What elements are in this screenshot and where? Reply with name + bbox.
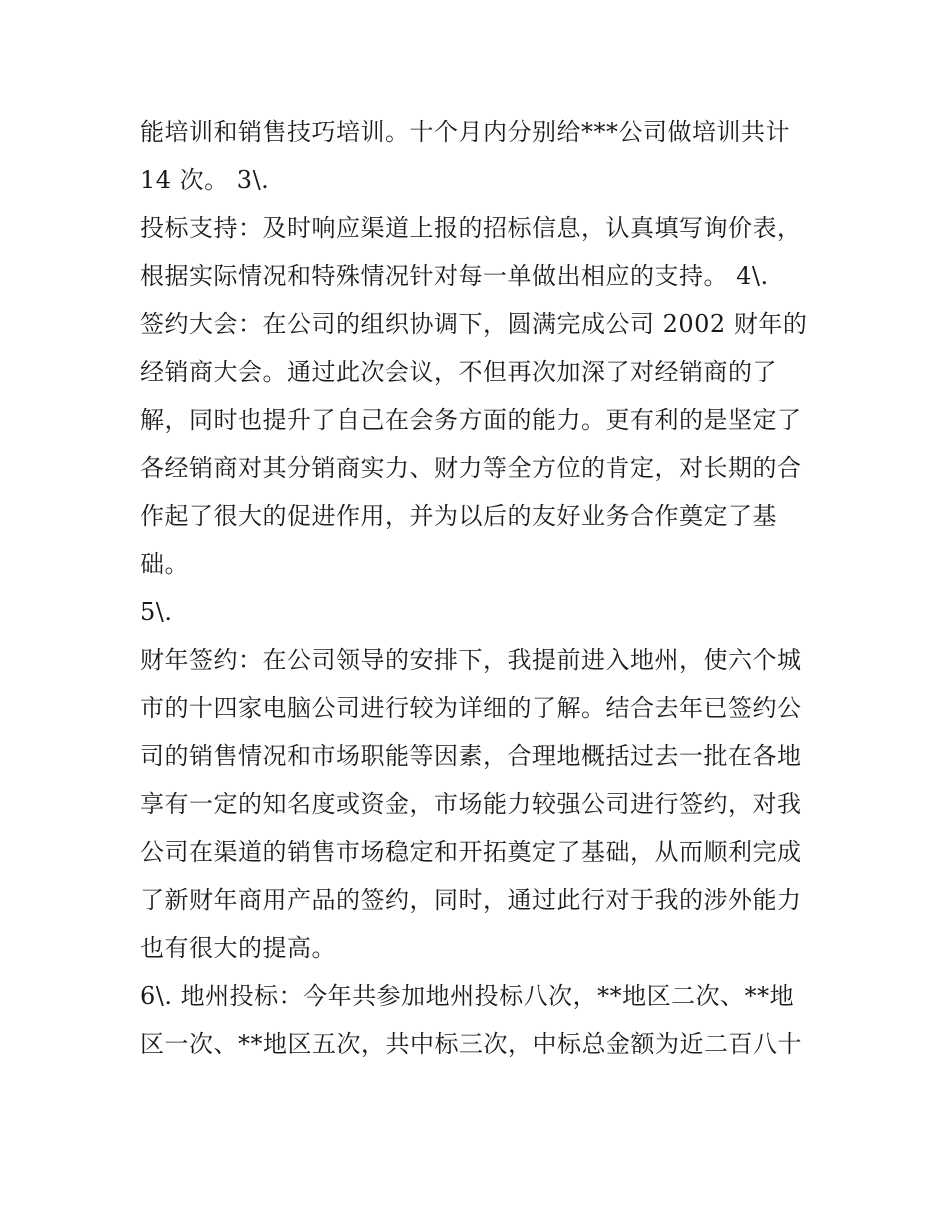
text-line: 签约大会：在公司的组织协调下，圆满完成公司 2002 财年的	[140, 310, 808, 338]
document-page	[140, 108, 820, 1068]
text-line: 各经销商对其分销商实力、财力等全方位的肯定，对长期的合	[140, 454, 802, 482]
text-line: 础。	[140, 550, 189, 578]
text-line: 根据实际情况和特殊情况针对每一单做出相应的支持。 4\.	[140, 262, 769, 290]
text-line: 享有一定的知名度或资金，市场能力较强公司进行签约，对我	[140, 790, 802, 818]
text-line: 了新财年商用产品的签约，同时，通过此行对于我的涉外能力	[140, 886, 802, 914]
text-line: 公司在渠道的销售市场稳定和开拓奠定了基础，从而顺利完成	[140, 838, 802, 866]
text-line: 5\.	[140, 598, 173, 626]
text-line: 财年签约：在公司领导的安排下，我提前进入地州，使六个城	[140, 646, 802, 674]
text-line: 经销商大会。通过此次会议，不但再次加深了对经销商的了	[140, 358, 777, 386]
text-line: 也有很大的提高。	[140, 934, 336, 962]
text-line: 解，同时也提升了自己在会务方面的能力。更有利的是坚定了	[140, 406, 802, 434]
text-line: 6\. 地州投标：今年共参加地州投标八次，**地区二次、**地	[140, 982, 795, 1010]
text-line: 司的销售情况和市场职能等因素，合理地概括过去一批在各地	[140, 742, 802, 770]
text-line: 市的十四家电脑公司进行较为详细的了解。结合去年已签约公	[140, 694, 802, 722]
text-line: 作起了很大的促进作用，并为以后的友好业务合作奠定了基	[140, 502, 777, 530]
text-line: 投标支持：及时响应渠道上报的招标信息，认真填写询价表，	[140, 214, 802, 242]
text-line: 区一次、**地区五次，共中标三次，中标总金额为近二百八十	[140, 1030, 802, 1058]
text-line: 能培训和销售技巧培训。十个月内分别给***公司做培训共计	[140, 118, 790, 146]
text-line: 14 次。 3\.	[140, 166, 270, 194]
